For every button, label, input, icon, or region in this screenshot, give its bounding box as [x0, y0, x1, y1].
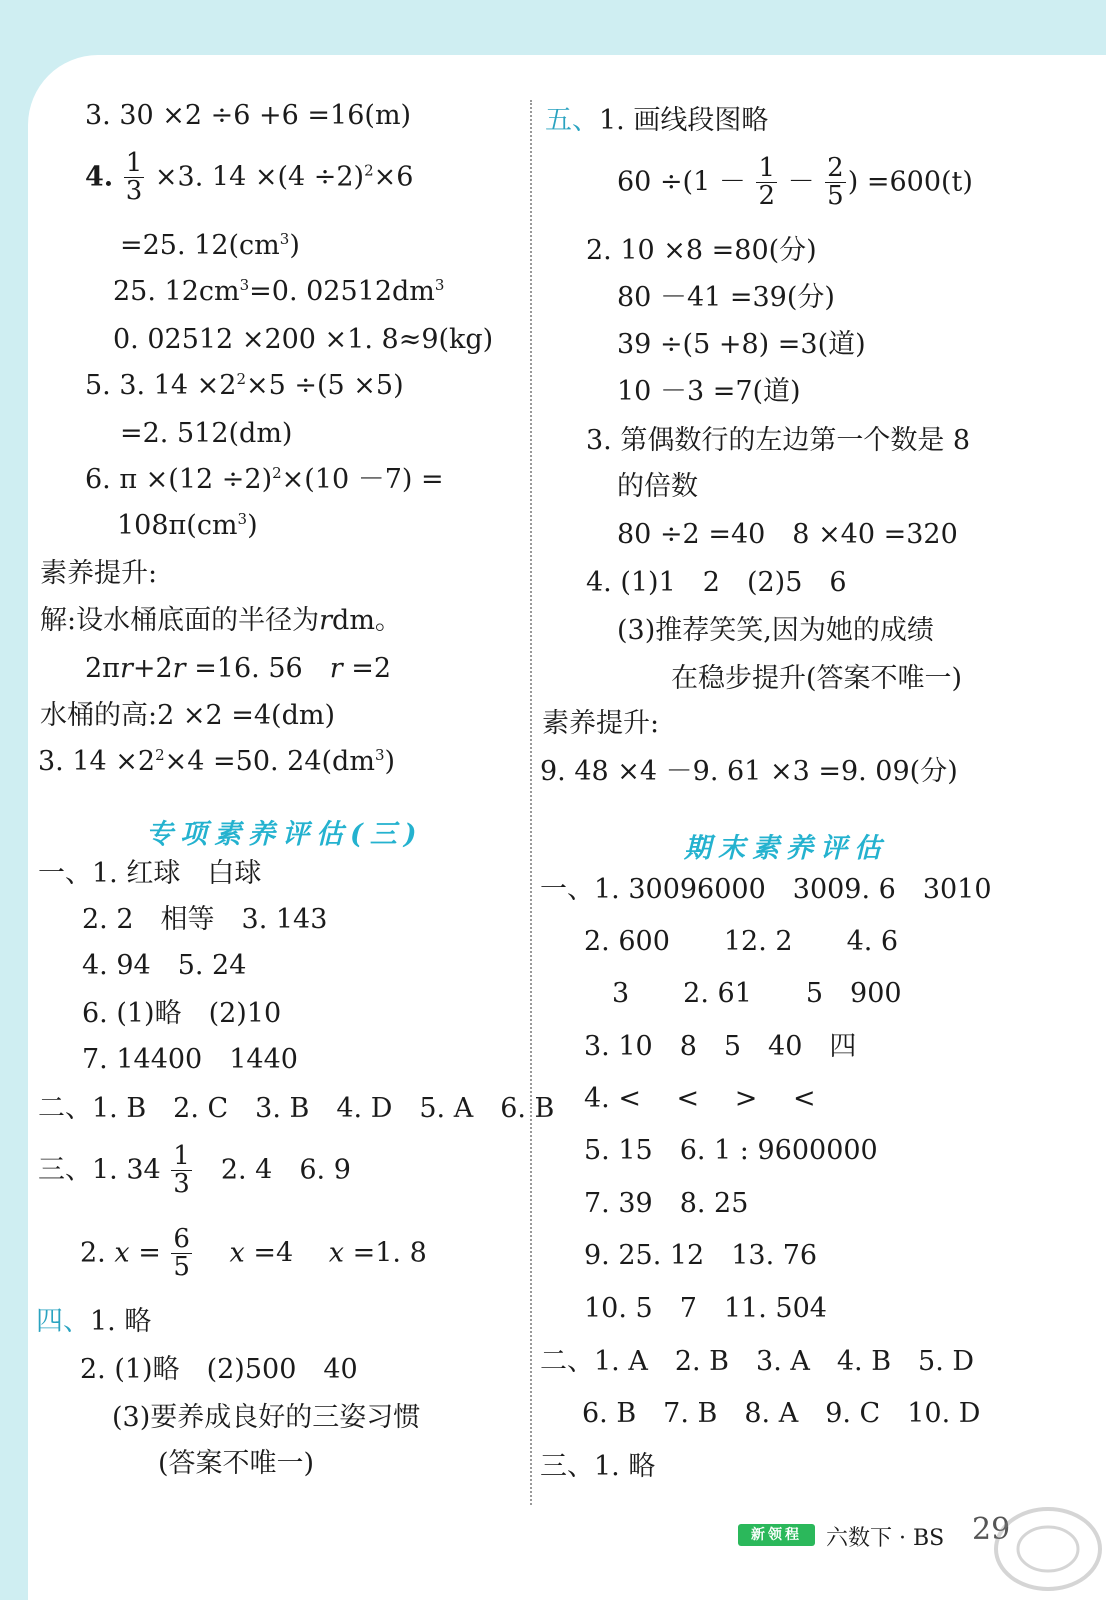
final-part-1-q1: 一、1. 30096000 3009. 6 3010: [540, 874, 992, 905]
part-4-q2: 2. (1)略 (2)500 40: [80, 1354, 358, 1385]
part-5-q2-c: 39 ÷(5 +8) =3(道): [617, 329, 866, 360]
part-1-q7: 7. 14400 1440: [82, 1044, 298, 1075]
section-heading-special-3: 专项素养评估(三): [146, 819, 424, 850]
part-3-q2: 2. x = $\frac{6}{5}$ x =4 x =1. 8: [80, 1224, 427, 1283]
fraction: $\frac{1}{3}$: [173, 1141, 190, 1200]
final-part-3: 三、1. 略: [540, 1451, 656, 1482]
watermark-logo: [990, 1500, 1105, 1598]
fraction: $\frac{1}{2}$: [758, 153, 775, 212]
equation-radius: 2πr+2r =16. 56 r =2: [85, 653, 392, 684]
final-part-1-q5: 5. 15 6. 1 : 9600000: [584, 1135, 878, 1166]
answer-4-line4: 0. 02512 ×200 ×1. 8≈9(kg): [113, 324, 494, 355]
final-part-1-q2: 2. 600 12. 2 4. 6: [584, 926, 899, 957]
part-5-q3-c: 80 ÷2 =40 8 ×40 =320: [617, 519, 958, 550]
series-badge: 新领程: [738, 1524, 815, 1546]
part-4-q2-3: (3)要养成良好的三姿习惯: [112, 1402, 421, 1433]
final-part-2: 二、1. A 2. B 3. A 4. B 5. D: [540, 1346, 975, 1377]
answer-4: 4. $\frac{1}{3}$ ×3. $14 \times(4 \div 2)^2\times 6$: [85, 148, 414, 207]
part-1-q6: 6. (1)略 (2)10: [82, 998, 282, 1029]
part-5-q2-d: 10 －3 =7(道): [617, 376, 801, 407]
fraction: $\frac{2}{5}$: [827, 153, 844, 212]
part-4-q1: 四、1. 略: [36, 1306, 152, 1337]
part-4-note: (答案不唯一): [158, 1448, 315, 1479]
final-part-1-q9: 9. 25. 12 13. 76: [584, 1240, 818, 1271]
final-part-1-q3: 3. 10 8 5 40 四: [584, 1031, 857, 1062]
column-divider: [530, 100, 532, 1505]
answer-4-line3: 25. $12cm^3=0$. $02512dm^3$: [113, 276, 445, 307]
book-label: 六数下 · BS: [826, 1526, 945, 1551]
part-5-q3-b: 的倍数: [617, 471, 698, 502]
answer-4-line2: =25. $12(cm^3)$: [120, 230, 300, 261]
final-part-2-b: 6. B 7. B 8. A 9. C 10. D: [582, 1398, 981, 1429]
answer-6-line2: $108\pi(cm^3)$: [117, 510, 258, 541]
final-part-1-q4: 4. < < > <: [584, 1083, 816, 1114]
part-5-q2: 2. 10 ×8 =80(分): [586, 235, 817, 266]
part-1-q2: 2. 2 相等 3. 143: [82, 904, 328, 935]
answer-3: 3. 30 ×2 ÷6 +6 =16(m): [85, 100, 412, 131]
solution-intro: 解:设水桶底面的半径为rdm。: [40, 605, 402, 636]
literacy-label: 素养提升:: [40, 558, 158, 589]
part-5-q4-b: (3)推荐笑笑,因为她的成绩: [617, 615, 934, 646]
part-1-q4: 4. 94 5. 24: [82, 950, 247, 981]
final-part-1-q7: 7. 39 8. 25: [584, 1188, 749, 1219]
part-5-q4: 4. (1)1 2 (2)5 6: [586, 567, 847, 598]
answer-5: 5. 3. $14 \times 2^2\times 5 \div(5 \times 5)$: [85, 370, 404, 401]
final-part-1-q10: 10. 5 7 11. 504: [584, 1293, 827, 1324]
part-5-q1-eq: 60 ÷(1 － $\frac{1}{2}$ － $\frac{2}{5}$ ) =600(t): [617, 153, 973, 212]
final-part-1-q2-b: 3 2. 61 5 900: [612, 978, 902, 1009]
part-5-q1: 五、1. 画线段图略: [545, 105, 769, 136]
part-5-q2-b: 80 －41 =39(分): [617, 282, 835, 313]
score-calc: 9. 48 ×4 －9. 61 ×3 =9. 09(分): [540, 756, 958, 787]
bucket-volume: 3. $14 \times 2^2\times 4 =50$. $24(dm^3)$: [38, 746, 396, 777]
part-5-q4-c: 在稳步提升(答案不唯一): [671, 663, 963, 694]
page-number: 29: [972, 1512, 1011, 1547]
answer-5-line2: =2. 512(dm): [120, 418, 293, 449]
literacy-label-2: 素养提升:: [542, 708, 660, 739]
fraction: $\frac{6}{5}$: [173, 1224, 190, 1283]
part-1: 一、1. 红球 白球: [38, 858, 262, 889]
part-5-q3: 3. 第偶数行的左边第一个数是 8: [586, 425, 971, 456]
bucket-height: 水桶的高:2 ×2 =4(dm): [40, 700, 335, 731]
fraction: $\frac{1}{3}$: [125, 148, 143, 207]
answer-6: 6. $\pi \times(12 \div 2)^2\times(10 -7)$ =: [85, 464, 444, 495]
part-2: 二、1. B 2. C 3. B 4. D 5. A 6. B: [38, 1093, 555, 1124]
part-3-q1: 三、1. 34 $\frac{1}{3}$ 2. 4 6. 9: [38, 1141, 351, 1200]
section-heading-final: 期末素养评估: [684, 833, 888, 864]
